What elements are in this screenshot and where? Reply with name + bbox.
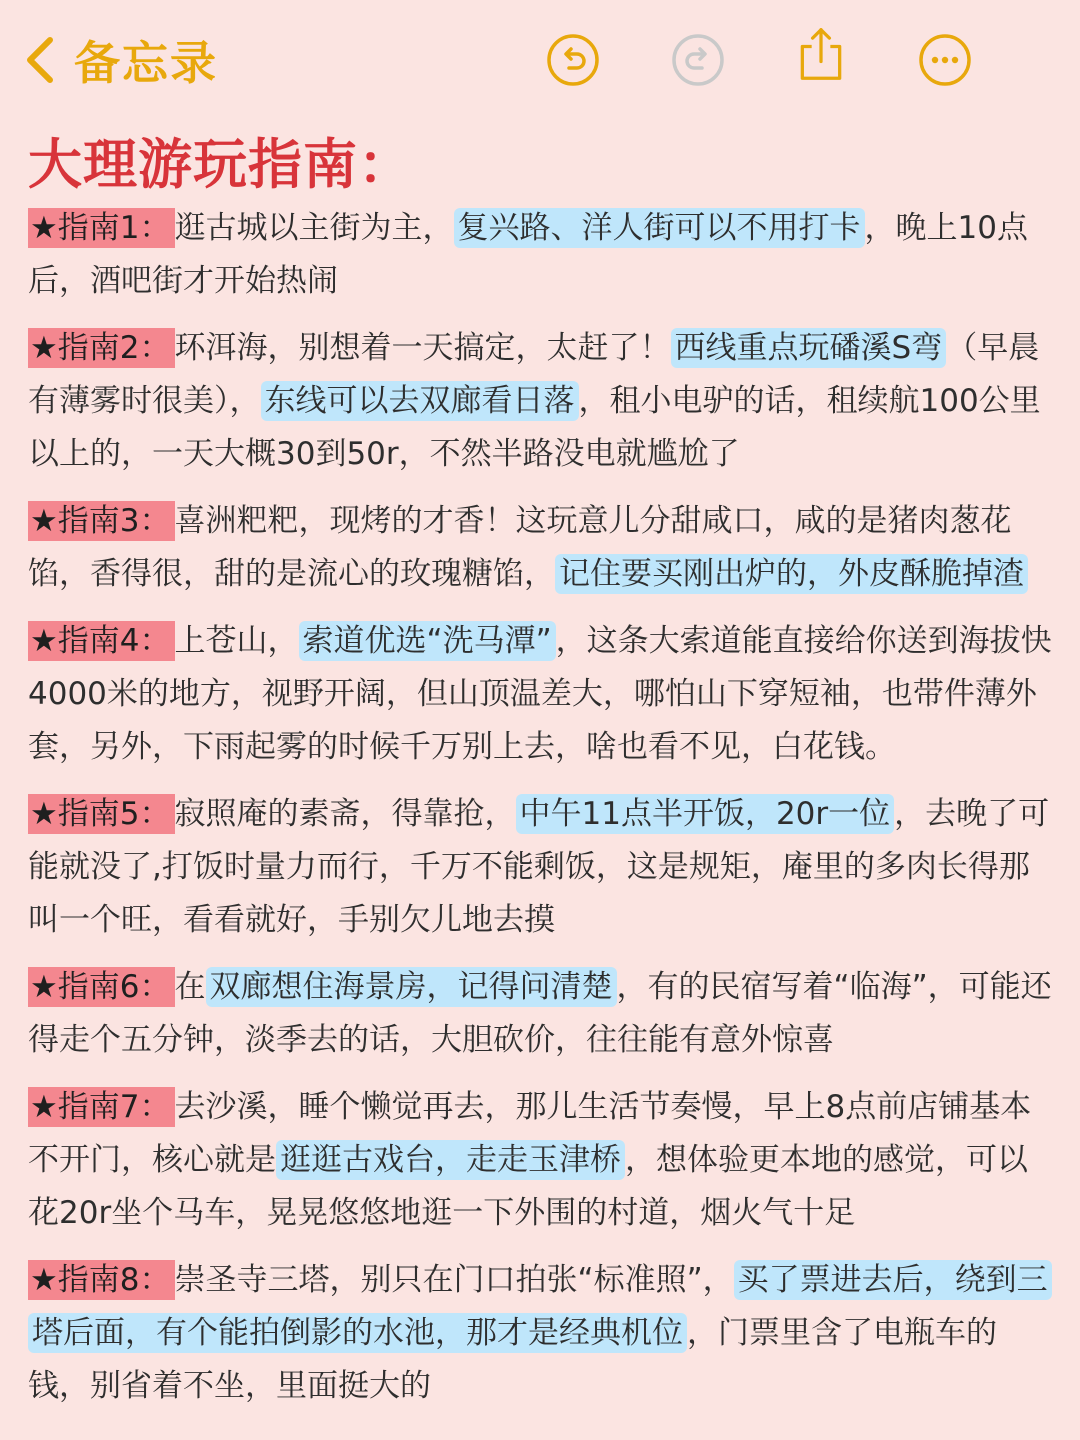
guide-text: 在 [174,969,206,1005]
guide-item-5 [28,788,1054,947]
guide-text: （早晨有薄雾时很美）， [28,330,1040,419]
undo-button[interactable] [545,32,601,88]
more-button[interactable] [917,32,973,88]
highlighted-text: 复兴路、洋人街可以不用打卡 [454,208,865,248]
guide-text: ，租小电驴的话，租续航100公里以上的，一天大概30到50r，不然半路没电就尴尬了 [28,383,1041,472]
highlighted-text: 双廊想住海景房，记得问清楚 [206,967,617,1007]
guide-label: ★指南5： [28,794,175,834]
guide-label: ★指南4： [28,621,175,661]
guide-text: 逛古城以主街为主， [174,210,454,246]
more-icon [917,32,973,88]
guide-text: 去沙溪，睡个懒觉再去，那儿生活节奏慢，早上8点前店铺基本不开门，核心就是 [28,1089,1032,1178]
guide-item-1 [28,202,1054,308]
guide-item-3 [28,495,1054,601]
guide-item-6 [28,961,1054,1067]
highlighted-text: 索道优选“洗马潭” [299,621,556,661]
guide-text: ，想体验更本地的感觉，可以花20r坐个马车，晃晃悠悠地逛一下外围的村道，烟火气十足 [28,1142,1028,1231]
page-title: 大理游玩指南： [28,133,413,196]
guide-label: ★指南6： [28,967,175,1007]
highlighted-text: 中午11点半开饭，20r一位 [516,794,895,834]
guide-text: ，门票里含了电瓶车的钱，别省着不坐，里面挺大的 [28,1315,997,1404]
highlighted-text: 西线重点玩磻溪S弯 [671,328,947,368]
guide-item-8 [28,1254,1054,1413]
guide-text: ，晚上10点后，酒吧街才开始热闹 [28,210,1028,299]
guide-text: 崇圣寺三塔，别只在门口拍张“标准照”， [174,1262,734,1298]
guide-list[interactable] [28,202,1054,1427]
guide-label: ★指南3： [28,501,175,541]
guide-item-7 [28,1081,1054,1240]
guide-text: ，去晚了可能就没了,打饭时量力而行，千万不能剩饭，这是规矩，庵里的多肉长得那叫一个旺，看看就好，手别欠儿地去摸 [28,796,1050,938]
back-label: 备忘录 [74,36,218,90]
guide-text: 喜洲粑粑，现烤的才香！这玩意儿分甜咸口，咸的是猪肉葱花馅，香得很，甜的是流心的玫瑰糖馅， [28,503,1012,592]
guide-label: ★指南1： [28,208,175,248]
guide-label: ★指南2： [28,328,175,368]
redo-icon [670,32,726,88]
guide-text: 环洱海，别想着一天搞定，太赶了！ [174,330,671,366]
guide-label: ★指南7： [28,1087,175,1127]
highlighted-text: 东线可以去双廊看日落 [261,381,579,421]
highlighted-text: 买了票进去后，绕到三塔后面，有个能拍倒影的水池，那才是经典机位 [28,1260,1052,1353]
undo-icon [545,32,601,88]
guide-item-2 [28,322,1054,481]
share-button[interactable] [793,26,849,82]
back-button[interactable] [20,28,218,92]
highlighted-text: 记住要买刚出炉的，外皮酥脆掉渣 [555,554,1028,594]
guide-text: 寂照庵的素斋，得靠抢， [174,796,516,832]
share-icon [793,26,849,82]
guide-text: 上苍山， [174,623,299,659]
guide-text: ，这条大索道能直接给你送到海拔快4000米的地方，视野开阔，但山顶温差大，哪怕山下穿短袖，也带件薄外套，另外，下雨起雾的时候千万别上去，啥也看不见，白花钱。 [28,623,1052,765]
guide-item-4 [28,615,1054,774]
highlighted-text: 逛逛古戏台，走走玉津桥 [276,1140,625,1180]
redo-button[interactable] [670,32,726,88]
guide-label: ★指南8： [28,1260,175,1300]
guide-text: ，有的民宿写着“临海”，可能还得走个五分钟，淡季去的话，大胆砍价，往往能有意外惊喜 [28,969,1052,1058]
back-chevron-icon [20,32,60,88]
nav-bar [0,0,1080,120]
